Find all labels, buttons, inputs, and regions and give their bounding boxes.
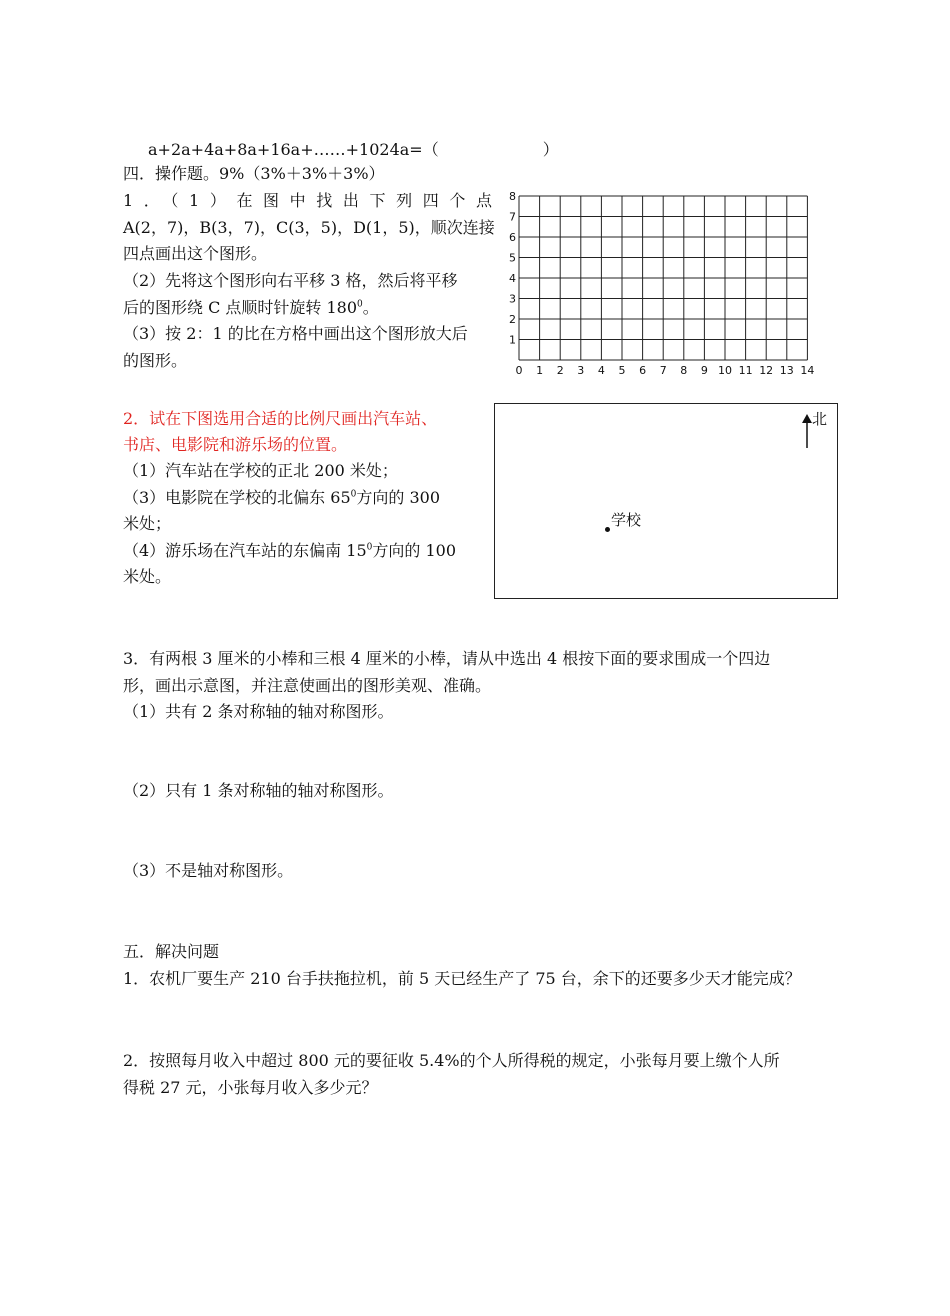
school-label: 学校: [611, 511, 642, 529]
x-tick-label: 10: [718, 364, 732, 377]
q2-condition3-cont: 米处；: [123, 514, 172, 533]
q3-part2: （2）只有 1 条对称轴的轴对称图形。: [123, 781, 394, 800]
x-tick-label: 2: [556, 364, 564, 377]
q3-part3: （3）不是轴对称图形。: [123, 861, 294, 880]
q2-condition4-cont: 米处。: [123, 567, 172, 586]
y-tick-label: 3: [509, 292, 516, 306]
q3-part1: （1）共有 2 条对称轴的轴对称图形。: [123, 702, 394, 721]
x-tick-label: 5: [618, 364, 626, 377]
q1-part2-line2: 后的图形绕 C 点顺时针旋转 $180^0$。: [123, 298, 379, 317]
q1-part3-line2: 的图形。: [123, 351, 188, 370]
y-tick-label: 7: [509, 210, 516, 224]
school-point: [605, 527, 610, 532]
x-tick-label: 9: [700, 364, 708, 377]
y-tick-label: 4: [509, 272, 516, 285]
q1-line3: 四点画出这个图形。: [123, 244, 268, 263]
y-tick-label: 1: [509, 333, 516, 347]
q2-line2: 书店、电影院和游乐场的位置。: [123, 435, 348, 454]
section5-heading: 五．解决问题: [123, 942, 220, 961]
x-tick-label: 14: [800, 364, 815, 377]
x-tick-label: 0: [515, 364, 523, 377]
x-tick-label: 4: [597, 364, 605, 377]
y-tick-label: 2: [509, 313, 516, 326]
x-tick-label: 3: [577, 364, 585, 377]
q3-line2: 形，画出示意图，并注意使画出的图形美观、准确。: [123, 676, 492, 695]
q3-line1: 3．有两根 3 厘米的小棒和三根 4 厘米的小棒，请从中选出 4 根按下面的要求围成一个四边: [123, 649, 771, 668]
section5-q1: 1．农机厂要生产 210 台手扶拖拉机，前 5 天已经生产了 75 台，余下的还要多少天才能完成？: [123, 969, 801, 988]
y-tick-label: 8: [509, 190, 516, 203]
q1-line2: A(2，7)，B(3，7)，C(3，5)，D(1，5)，顺次连接: [123, 218, 495, 237]
series-question: a+2a+4a+8a+16a+……+1024a=（ ）: [148, 140, 559, 159]
north-label: 北: [812, 410, 828, 428]
y-tick-label: 5: [509, 251, 516, 265]
map-box: [494, 403, 838, 599]
q1-part3-line1: （3）按 2：1 的比在方格中画出这个图形放大后: [123, 324, 468, 343]
x-tick-label: 12: [759, 364, 774, 377]
x-tick-label: 6: [639, 364, 647, 377]
coordinate-grid: [505, 190, 825, 380]
q2-condition3: （3）电影院在学校的北偏东 $65^0$方向的 300: [123, 488, 441, 507]
x-tick-label: 7: [659, 364, 667, 377]
q2-condition4: （4）游乐场在汽车站的东偏南 $15^0$方向的 100: [123, 541, 457, 560]
q1-line1: 1．（1）在图中找出下列四个点: [123, 191, 492, 210]
section5-q2-line2: 得税 27 元，小张每月收入多少元？: [123, 1078, 378, 1097]
section5-q2-line1: 2．按照每月收入中超过 800 元的要征收 5.4%的个人所得税的规定，小张每月要上缴个人所: [123, 1051, 780, 1070]
x-tick-label: 1: [536, 364, 544, 377]
x-tick-label: 13: [779, 364, 794, 377]
q1-part2-line1: （2）先将这个图形向右平移 3 格，然后将平移: [123, 271, 458, 290]
q2-condition1: （1）汽车站在学校的正北 200 米处；: [123, 461, 398, 480]
y-tick-label: 6: [509, 231, 516, 244]
x-tick-label: 8: [680, 364, 688, 377]
section4-heading: 四．操作题。9%（3%＋3%＋3%）: [123, 164, 385, 183]
x-tick-label: 11: [738, 364, 753, 377]
q2-line1: 2．试在下图选用合适的比例尺画出汽车站、: [123, 409, 438, 428]
